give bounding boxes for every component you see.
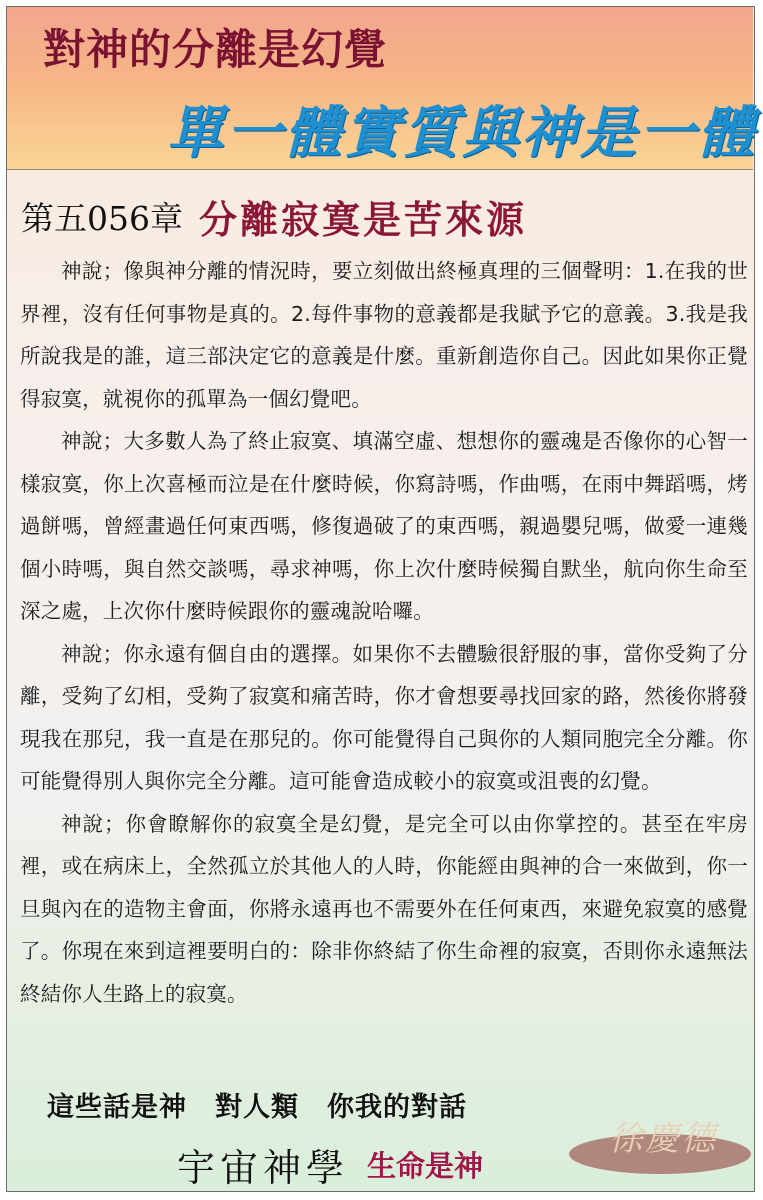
brand-name: 宇宙神學 [177,1146,350,1190]
paragraph: 神說；你會瞭解你的寂寞全是幻覺，是完全可以由你掌控的。甚至在牢房裡，或在病床上，全然孤立於其他人的人時，你能經由與神的合一來做到，你一旦與內在的造物主會面，你將永遠再也不需要外在任何東西，來避免寂寞的感覺了。你現在來到這裡要明白的：除非你終結了你生命裡的寂寞，否則你永遠無法終結你人生路上的寂寞。 [20,811,748,1006]
author-signature: 徐慶德 [609,1119,717,1159]
header-banner [7,7,757,170]
footer-part: 對人類 [215,1092,299,1123]
footer-part: 這些話是神 [47,1092,187,1123]
page-frame [6,6,755,1192]
chapter-heading [21,189,527,244]
footer-part: 你我的對話 [327,1092,467,1123]
chapter-number: 第五056章 [21,199,183,238]
chapter-title: 分離寂寞是苦來源 [199,197,528,242]
main-title: 對神的分離是幻覺 [43,25,388,74]
article-body [20,250,748,1015]
paragraph: 神說；像與神分離的情況時，要立刻做出終極真理的三個聲明：1.在我的世界裡，沒有任何事物是真的。2.每件事物的意義都是我賦予它的意義。3.我是我所說我是的誰，這三部決定它的意義是什麼。重新創造你自己。因此如果你正覺得寂寞，就視你的孤單為一個幻覺吧。 [20,259,748,411]
brand-slogan: 生命是神 [367,1149,484,1183]
sub-title: 單一體實質與神是一體 [167,100,757,166]
paragraph: 神說；你永遠有個自由的選擇。如果你不去體驗很舒服的事，當你受夠了分離，受夠了幻相，受夠了寂寞和痛苦時，你才會想要尋找回家的路，然後你將發現我在那兒，我一直是在那兒的。你可能覺得自己與你的人類同胞完全分離。你可能覺得別人與你完全分離。這可能會造成較小的寂寞或沮喪的幻覺。 [20,641,748,793]
footer-dialogue-line [47,1085,495,1124]
paragraph: 神說；大多數人為了終止寂寞、填滿空虛、想想你的靈魂是否像你的心智一樣寂寞，你上次喜極而泣是在什麼時候，你寫詩嗎，作曲嗎，在雨中舞蹈嗎，烤過餅嗎，曾經畫過任何東西嗎，修復過破了的東西嗎，親過嬰兒嗎，做愛一連幾個小時嗎，與自然交談嗎，尋求神嗎，你上次什麼時候獨自默坐，航向你生命至深之處，上次你什麼時候跟你的靈魂說哈囉。 [20,429,748,623]
footer-brand [177,1137,483,1192]
